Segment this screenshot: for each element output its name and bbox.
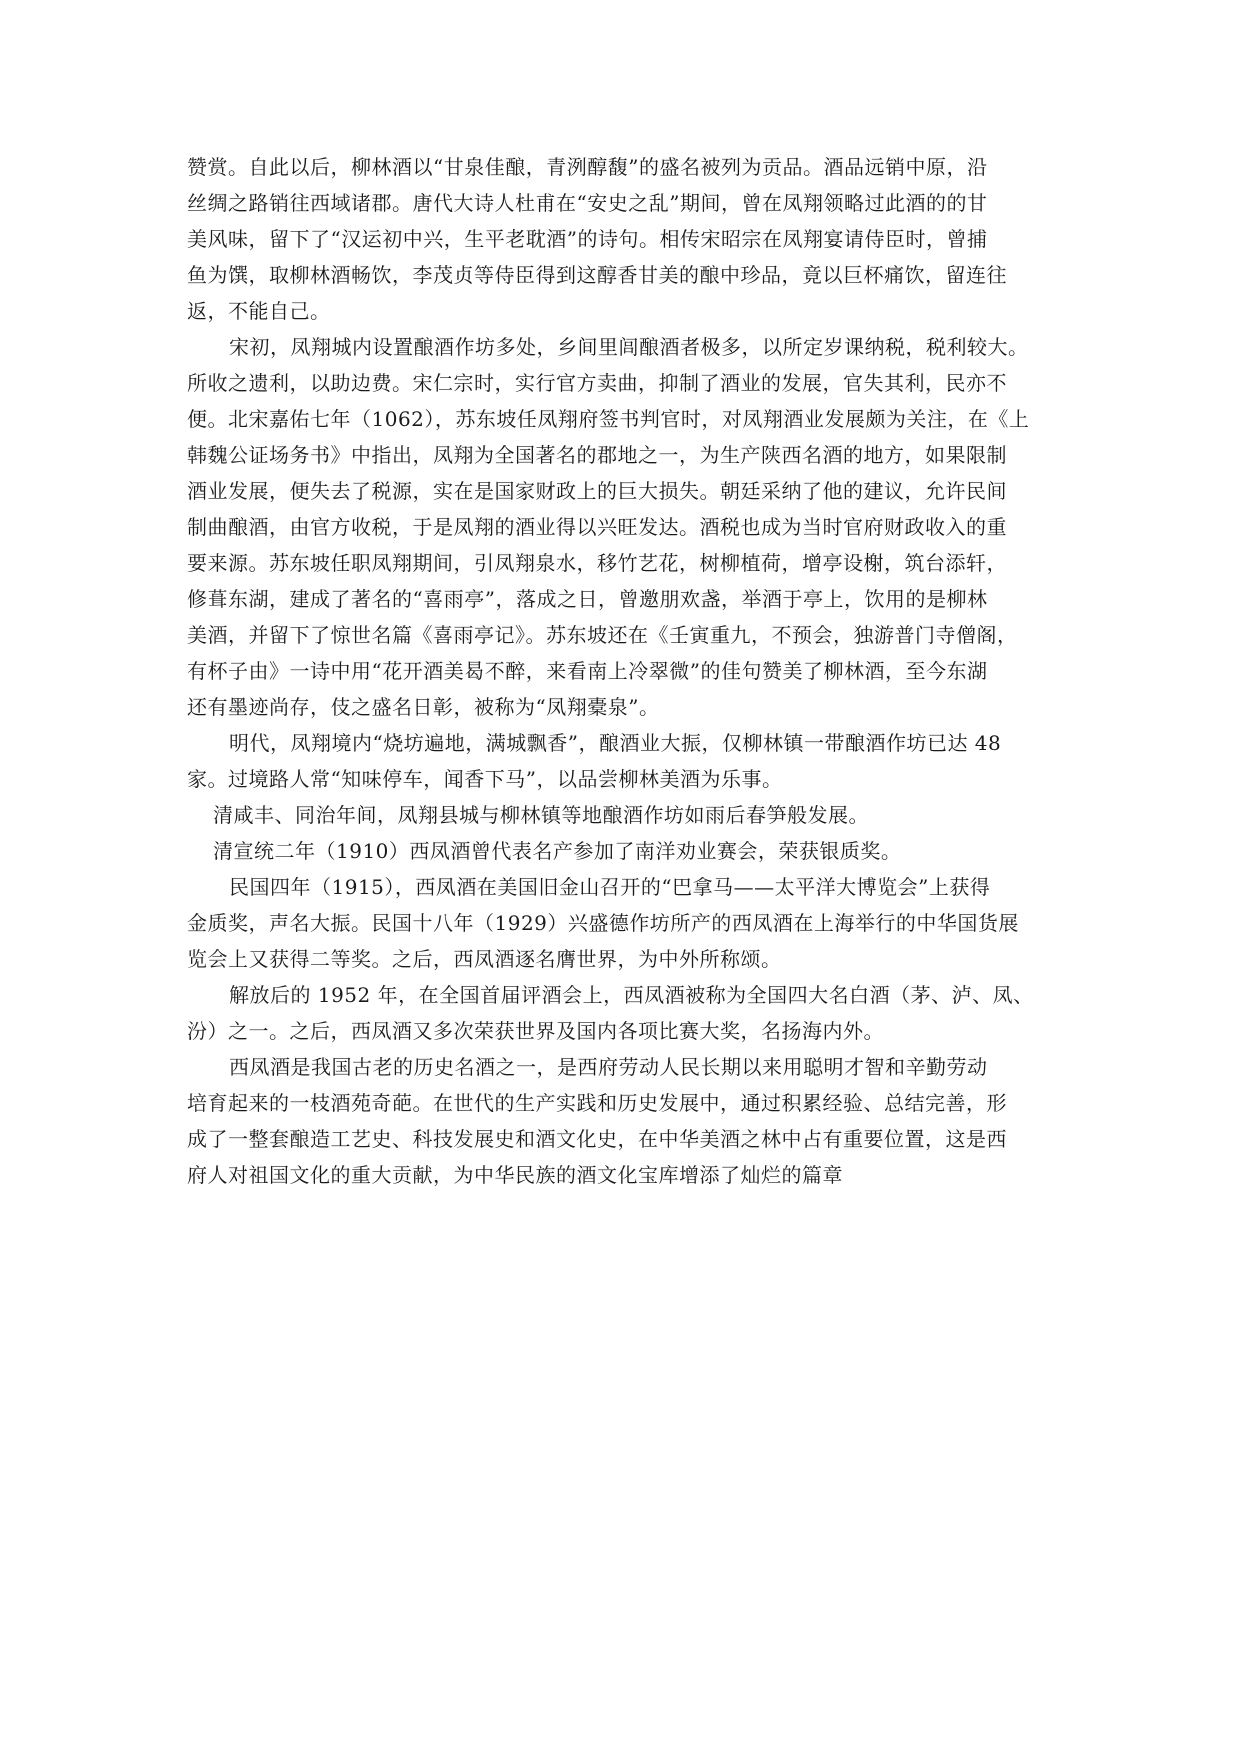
text-line: 家。过境路人常“知味停车，闻香下马”，以品尝柳林美酒为乐事。 bbox=[187, 767, 783, 791]
text-line: 览会上又获得二等奖。之后，西凤酒逐名膺世界，为中外所称颂。 bbox=[187, 947, 782, 971]
text-line: 赞赏。自此以后，柳林酒以“甘泉佳酿，青洌醇馥”的盛名被列为贡品。酒品远销中原，沿 bbox=[187, 155, 988, 179]
text-line: 金质奖，声名大振。民国十八年（1929）兴盛德作坊所产的西凤酒在上海举行的中华国货展 bbox=[187, 911, 1019, 935]
text-line: 府人对祖国文化的重大贡献，为中华民族的酒文化宝库增添了灿烂的篇章 bbox=[187, 1163, 843, 1187]
text-line: 培育起来的一枝酒苑奇葩。在世代的生产实践和历史发展中，通过积累经验、总结完善，形 bbox=[187, 1091, 1007, 1115]
text-line: 解放后的 1952 年，在全国首届评酒会上，西凤酒被称为全国四大名白酒（茅、泸、凤、 bbox=[229, 983, 1034, 1007]
text-line: 西凤酒是我国古老的历史名酒之一，是西府劳动人民长期以来用聪明才智和辛勤劳动 bbox=[229, 1055, 988, 1079]
text-line: 成了一整套酿造工艺史、科技发展史和酒文化史，在中华美酒之林中占有重要位置，这是西 bbox=[187, 1127, 1007, 1151]
text-line: 还有墨迹尚存，伎之盛名日彰，被称为“凤翔橐泉”。 bbox=[187, 695, 660, 719]
text-line: 美酒，并留下了惊世名篇《喜雨亭记》。苏东坡还在《壬寅重九，不预会，独游普门寺僧阁， bbox=[187, 623, 1018, 647]
text-line: 酒业发展，便失去了税源，实在是国家财政上的巨大损失。朝廷采纳了他的建议，允许民间 bbox=[187, 479, 1007, 503]
text-line: 汾）之一。之后，西凤酒又多次荣获世界及国内各项比赛大奖，名扬海内外。 bbox=[187, 1019, 884, 1043]
text-line: 美风味，留下了“汉运初中兴，生平老耽酒”的诗句。相传宋昭宗在凤翔宴请侍臣时，曾捕 bbox=[187, 227, 988, 251]
text-line: 返，不能自己。 bbox=[187, 299, 331, 323]
text-line: 清宣统二年（1910）西凤酒曾代表名产参加了南洋劝业赛会，荣获银质奖。 bbox=[213, 839, 902, 863]
text-line: 鱼为馔，取柳林酒畅饮，李茂贞等侍臣得到这醇香甘美的酿中珍品，竟以巨杯痛饮，留连往 bbox=[187, 263, 1007, 287]
text-line: 便。北宋嘉佑七年（1062），苏东坡任凤翔府签书判官时，对凤翔酒业发展颇为关注，在《上 bbox=[187, 407, 1030, 431]
text-line: 韩魏公证场务书》中指出，凤翔为全国著名的郡地之一，为生产陕西名酒的地方，如果限制 bbox=[187, 443, 1007, 467]
text-line: 民国四年（1915），西凤酒在美国旧金山召开的“巴拿马——太平洋大博览会”上获得 bbox=[229, 875, 991, 899]
text-line: 所收之遗利，以助边费。宋仁宗时，实行官方卖曲，抑制了酒业的发展，官失其利，民亦不 bbox=[187, 371, 1007, 395]
text-line: 明代，凤翔境内“烧坊遍地，满城飘香”，酿酒业大振，仅柳林镇一带酿酒作坊已达 48 bbox=[229, 731, 1002, 755]
text-line: 清咸丰、同治年间，凤翔县城与柳林镇等地酿酒作坊如雨后春笋般发展。 bbox=[213, 803, 869, 827]
text-line: 有杯子由》一诗中用“花开酒美曷不醉，来看南上冷翠微”的佳句赞美了柳林酒，至今东湖 bbox=[187, 659, 988, 683]
text-line: 修葺东湖，建成了著名的“喜雨亭”，落成之日，曾邀朋欢盏，举酒于亭上，饮用的是柳林 bbox=[187, 587, 988, 611]
text-line: 丝绸之路销往西域诸郡。唐代大诗人杜甫在“安史之乱”期间，曾在凤翔领略过此酒的的甘 bbox=[187, 191, 988, 215]
text-line: 要来源。苏东坡任职凤翔期间，引凤翔泉水，移竹艺花，树柳植荷，增亭设榭，筑台添轩， bbox=[187, 551, 1007, 575]
text-line: 宋初，凤翔城内设置酿酒作坊多处，乡间里闾酿酒者极多，以所定岁课纳税，税利较大。 bbox=[229, 335, 1029, 359]
text-line: 制曲酿酒，由官方收税，于是凤翔的酒业得以兴旺发达。酒税也成为当时官府财政收入的重 bbox=[187, 515, 1007, 539]
